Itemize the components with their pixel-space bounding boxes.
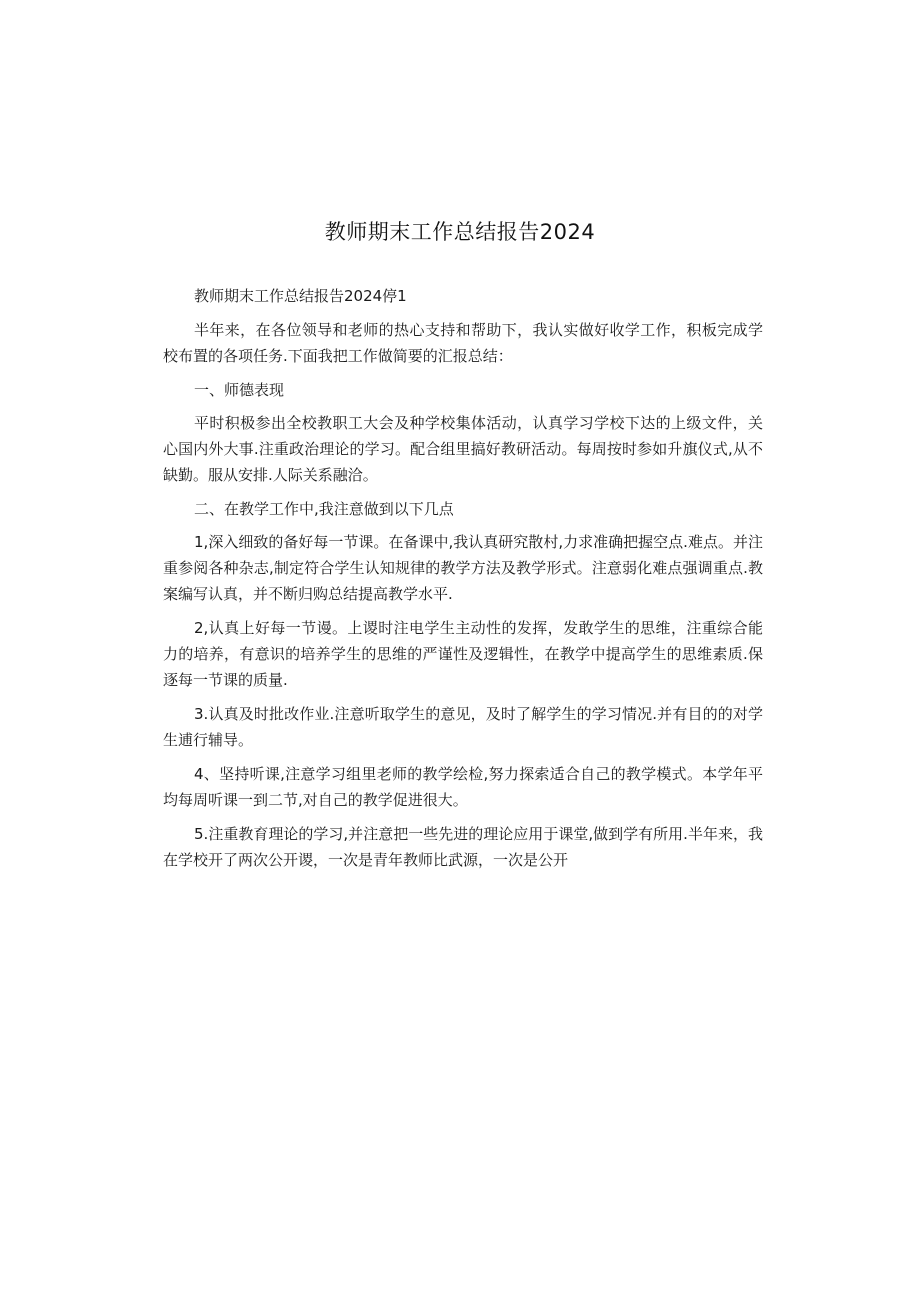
paragraph-point-1: 1,深入细致的备好每一节课。在备课中,我认真研究散村,力求准确把握空点.难点。并注重参阅各种杂志,制定符合学生认知规律的教学方法及教学形式。注意弱化难点强调重点.教案编写认真，并不断归购总结提高教学水平.	[163, 533, 763, 603]
document-title: 教师期末工作总结报告2024	[324, 220, 596, 244]
paragraph-point-4: 4、坚持听课,注意学习组里老师的教学绘检,努力探索适合自己的教学模式。本学年平均每周听课一到二节,对自己的教学促进很大。	[163, 765, 763, 809]
document-body	[163, 283, 763, 881]
paragraph-point-5: 5.注重教育理论的学习,并注意把一些先进的理论应用于课堂,做到学有所用.半年来，我在学校开了两次公开谡，一次是青年教师比武源，一次是公开	[163, 825, 763, 869]
paragraph-intro: 半年来，在各位领导和老师的热心支持和帮助下，我认实做好收学工作，积板完成学校布置的各项任务.下面我把工作做简要的汇报总结：	[163, 321, 763, 365]
paragraph-point-3: 3.认真及时批改作业.注意听取学生的意见，及时了解学生的学习情况.并有目的的对学生逋行辅导。	[163, 705, 763, 749]
section-heading-teaching: 二、在教学工作中,我注意做到以下几点	[194, 500, 454, 518]
paragraph-point-2: 2,认真上好每一节谩。上谡时注电学生主动性的发挥，发敢学生的思维，注重综合能力的培养，有意识的培养学生的思维的严谨性及逻辑性，在教学中提高学生的思维素质.保逐每一节课的质量.	[163, 619, 763, 689]
paragraph-subtitle: 教师期末工作总结报告2024停1	[194, 287, 407, 305]
paragraph-ethics: 平时积极参出全校教职工大会及种学校集体活动，认真学习学校下达的上级文件，关心国内外大事.注重政治理论的学习。配合组里搞好教研活动。每周按时参如升旗仪式,从不缺勤。服从安排.人际关系融洽。	[163, 414, 763, 484]
section-heading-ethics: 一、师德表现	[194, 381, 285, 399]
